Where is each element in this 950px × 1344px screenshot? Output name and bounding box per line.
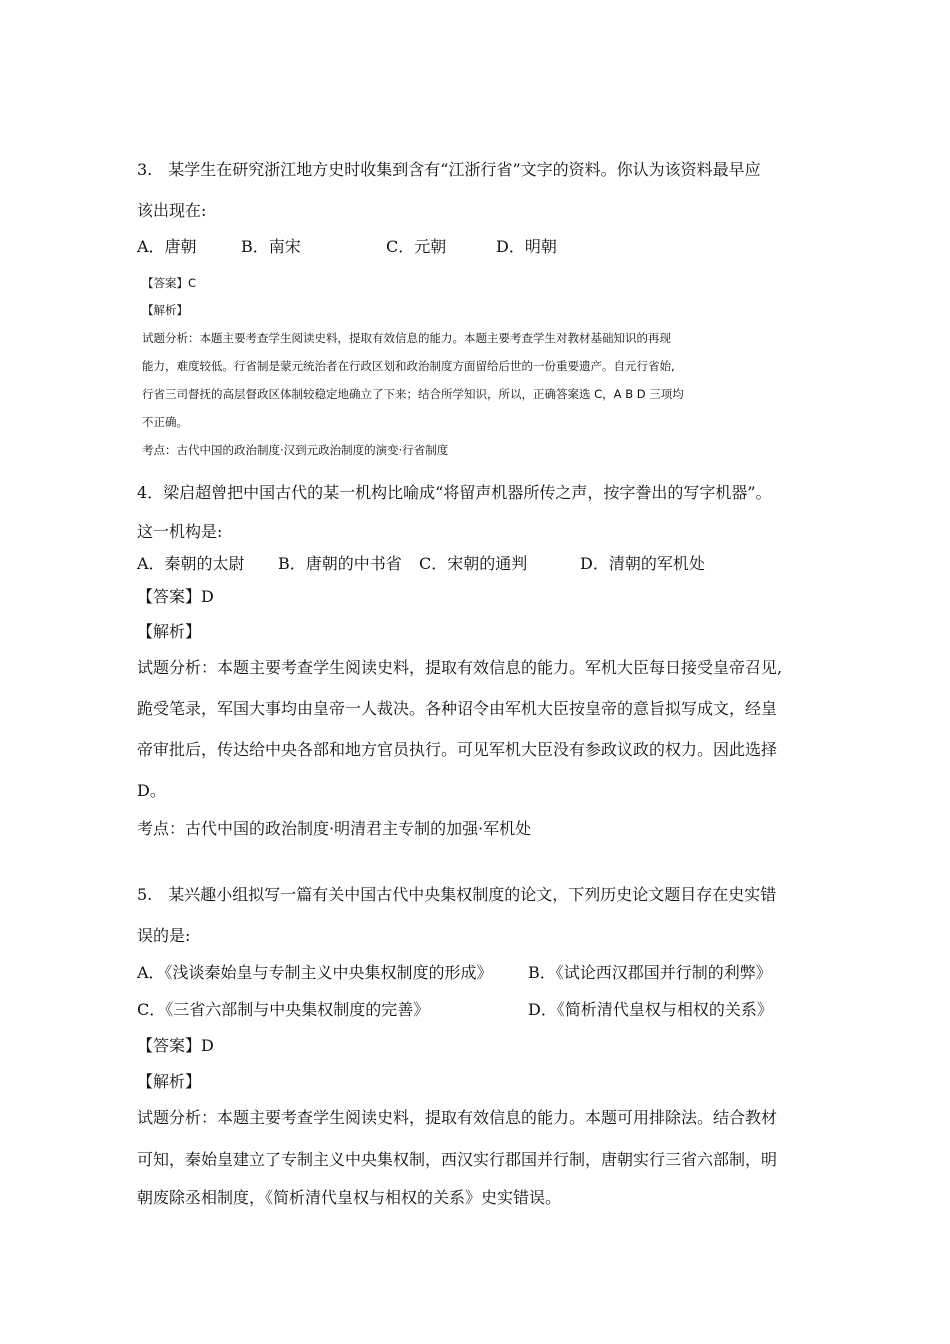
q5-analysis-line-1: 试题分析：本题主要考查学生阅读史料，提取有效信息的能力。本题可用排除法。结合教材: [137, 1108, 778, 1127]
q4-option-b: B．唐朝的中书省: [278, 554, 402, 573]
q3-analysis-line-2: 能力，难度较低。行省制是蒙元统治者在行政区划和政治制度方面留给后世的一份重要遗产。自元行省始,: [142, 359, 675, 373]
q3-option-b: B．南宋: [241, 237, 301, 256]
q5-option-d: D．《简析清代皇权与相权的关系》: [528, 1000, 773, 1019]
q4-option-d: D．清朝的军机处: [580, 554, 705, 573]
q4-option-a: A．秦朝的太尉: [137, 554, 245, 573]
q3-answer: 【答案】C: [142, 276, 197, 290]
q4-option-c: C．宋朝的通判: [419, 554, 528, 573]
q4-analysis-line-3: 帝审批后，传达给中央各部和地方官员执行。可见军机大臣没有参政议政的权力。因此选择: [137, 740, 778, 759]
q3-analysis-line-1: 试题分析：本题主要考查学生阅读史料，提取有效信息的能力。本题主要考查学生对教材基础知识的再现: [142, 331, 671, 345]
q3-option-d: D．明朝: [496, 237, 557, 256]
q3-point: 考点：古代中国的政治制度·汉到元政治制度的演变·行省制度: [142, 443, 449, 457]
q5-answer: 【答案】D: [137, 1036, 214, 1055]
q3-stem-line-1: 3. 某学生在研究浙江地方史时收集到含有“江浙行省”文字的资料。你认为该资料最早应: [137, 160, 761, 179]
q4-analysis-line-1: 试题分析：本题主要考查学生阅读史料，提取有效信息的能力。军机大臣每日接受皇帝召见,: [137, 658, 783, 677]
q4-point: 考点：古代中国的政治制度·明清君主专制的加强·军机处: [137, 819, 532, 838]
q4-stem-line-2: 这一机构是:: [137, 522, 223, 541]
q4-analysis-line-4: D。: [137, 781, 166, 800]
q3-option-a: A．唐朝: [137, 237, 197, 256]
q3-option-c: C．元朝: [386, 237, 447, 256]
q3-analysis-line-4: 不正确。: [142, 415, 188, 429]
q4-stem-line-1: 4．梁启超曾把中国古代的某一机构比喻成“将留声机器所传之声，按字誊出的写字机器”。: [137, 483, 772, 502]
q4-analysis-title: 【解析】: [137, 622, 202, 641]
q4-answer: 【答案】D: [137, 587, 214, 606]
q3-analysis-title: 【解析】: [142, 303, 188, 317]
q5-analysis-title: 【解析】: [137, 1072, 202, 1091]
q5-analysis-line-3: 朝废除丞相制度，《简析清代皇权与相权的关系》史实错误。: [137, 1188, 562, 1207]
q5-stem-line-1: 5. 某兴趣小组拟写一篇有关中国古代中央集权制度的论文，下列历史论文题目存在史实错: [137, 885, 777, 904]
q5-option-b: B．《试论西汉郡国并行制的利弊》: [528, 963, 772, 982]
q4-analysis-line-2: 跪受笔录，军国大事均由皇帝一人裁决。各种诏令由军机大臣按皇帝的意旨拟写成文，经皇: [137, 699, 778, 718]
q3-analysis-line-3: 行省三司督抚的高层督政区体制较稳定地确立了下来；结合所学知识，所以，正确答案选 C，A B D 三项均: [142, 387, 684, 401]
q5-option-a: A．《浅谈秦始皇与专制主义中央集权制度的形成》: [137, 963, 493, 982]
q5-stem-line-2: 误的是:: [137, 926, 191, 945]
q5-analysis-line-2: 可知，秦始皇建立了专制主义中央集权制，西汉实行郡国并行制，唐朝实行三省六部制，明: [137, 1150, 778, 1169]
q5-option-c: C．《三省六部制与中央集权制度的完善》: [137, 1000, 430, 1019]
q3-stem-line-2: 该出现在:: [137, 201, 207, 220]
